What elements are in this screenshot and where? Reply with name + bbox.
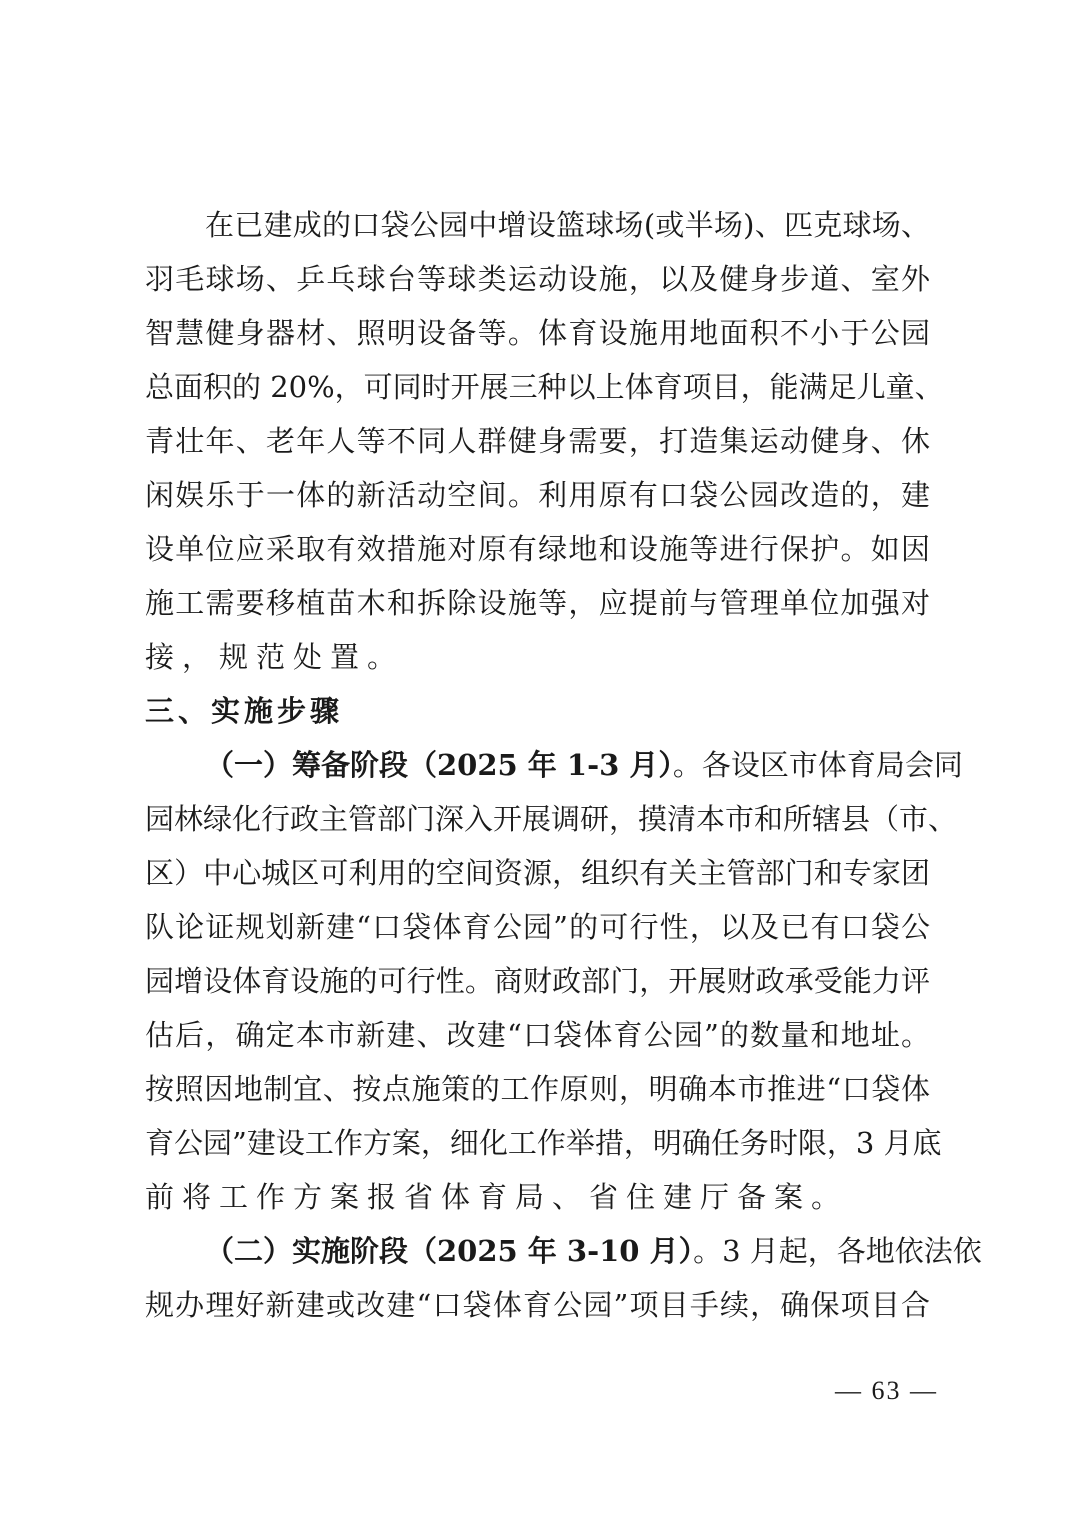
text-line [145,252,930,306]
bold-run: 三、实施步骤 [145,694,344,728]
text-run: 闲娱乐于一体的新活动空间。利用原有口袋公园改造的，建 [145,478,930,512]
text-line [145,1116,942,1170]
text-line [145,1224,982,1278]
text-run: 接，规范处置。 [145,640,405,674]
body-text [145,198,982,1332]
text-line [145,738,963,792]
text-run: 按照因地制宜、按点施策的工作原则，明确本市推进“口袋体 [145,1072,930,1106]
text-run: 。各设区市体育局会同 [672,748,963,782]
text-line [145,1062,930,1116]
text-line [145,1170,930,1224]
text-run: 设单位应采取有效措施对原有绿地和设施等进行保护。如因 [145,532,930,566]
text-line [145,900,930,954]
text-line [145,360,944,414]
text-run: 估后，确定本市新建、改建“口袋体育公园”的数量和地址。 [145,1018,930,1052]
text-run: 前将工作方案报省体育局、省住建厅备案。 [145,1180,849,1214]
text-run: 育公园”建设工作方案，细化工作举措，明确任务时限，3 月底 [145,1126,942,1160]
text-run: 队论证规划新建“口袋体育公园”的可行性，以及已有口袋公 [145,910,930,944]
text-run: 青壮年、老年人等不同人群健身需要，打造集运动健身、休 [145,424,930,458]
text-run: 在已建成的口袋公园中增设篮球场(或半场)、匹克球场、 [205,208,930,242]
text-line [145,576,930,630]
page-number: — 63 — [835,1376,938,1405]
text-line [145,522,930,576]
text-line [145,630,930,684]
bold-run: （二）实施阶段（2025 年 3-10 月） [205,1234,694,1268]
text-run: 施工需要移植苗木和拆除设施等，应提前与管理单位加强对 [145,586,930,620]
bold-run: （一）筹备阶段（2025 年 1-3 月） [205,748,673,782]
text-line [145,846,930,900]
text-run: 羽毛球场、乒乓球台等球类运动设施，以及健身步道、室外 [145,262,930,296]
text-line [145,792,958,846]
text-line [145,306,930,360]
text-line [145,1008,930,1062]
text-line [145,954,930,1008]
text-run: 区）中心城区可利用的空间资源，组织有关主管部门和专家团 [145,856,930,890]
text-run: 规办理好新建或改建“口袋体育公园”项目手续，确保项目合 [145,1288,930,1322]
text-run: 智慧健身器材、照明设备等。体育设施用地面积不小于公园 [145,316,930,350]
text-line [145,468,930,522]
section-heading [145,684,930,738]
text-line [145,414,930,468]
text-run: 园林绿化行政主管部门深入开展调研，摸清本市和所辖县（市、 [145,802,958,836]
text-line [145,1278,930,1332]
text-run: 总面积的 20%，可同时开展三种以上体育项目，能满足儿童、 [145,370,944,404]
text-run: 园增设体育设施的可行性。商财政部门，开展财政承受能力评 [145,964,930,998]
text-line [145,198,930,252]
text-run: 。3 月起，各地依法依 [693,1234,982,1268]
